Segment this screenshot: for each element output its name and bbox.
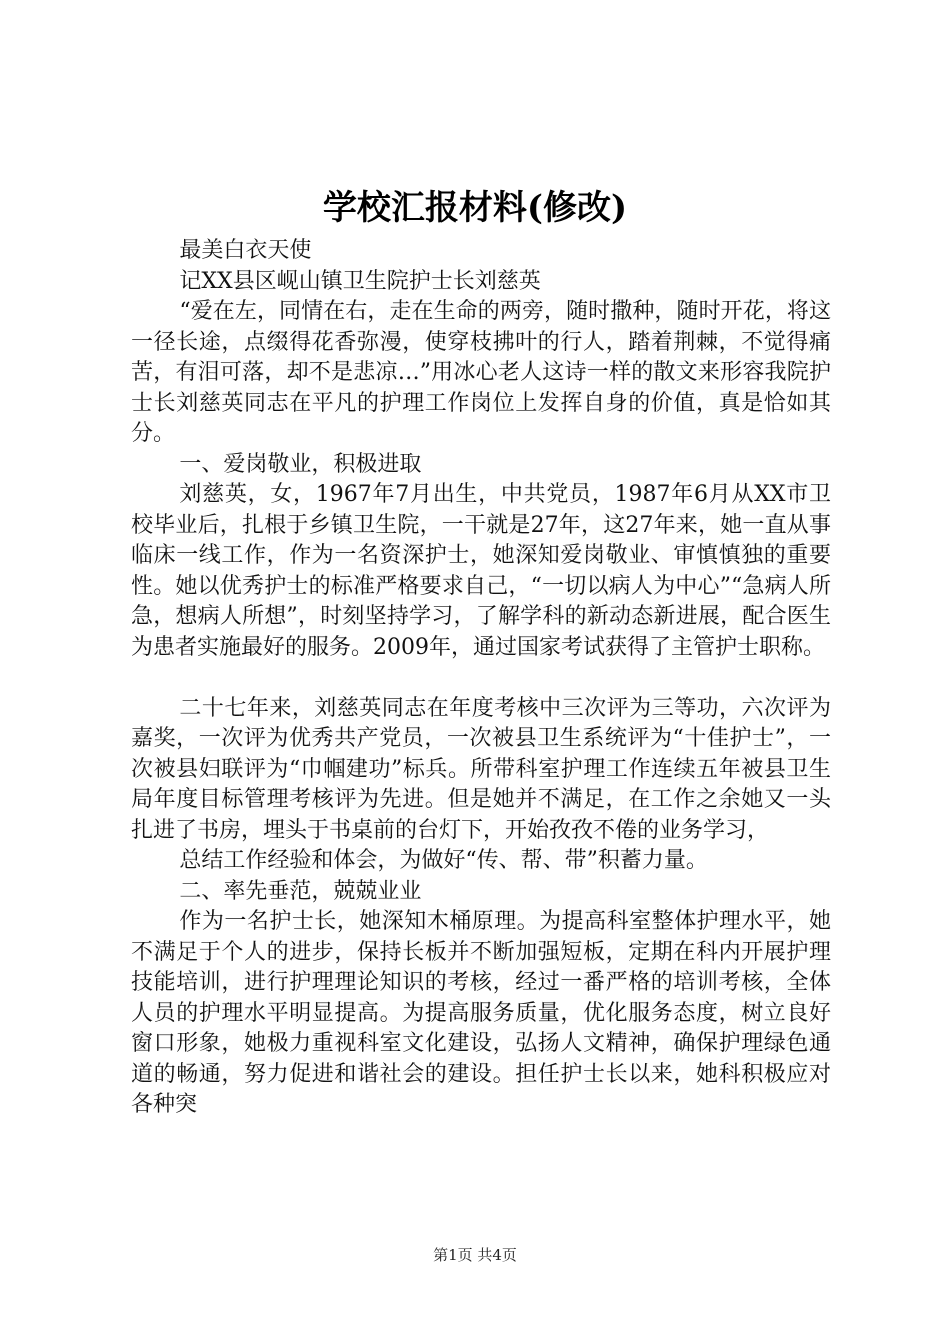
page-footer: 第1页 共4页 [433,1246,517,1264]
section-heading-1: 一、爱岗敬业，积极进取 [179,451,422,477]
paragraph-biography: 刘慈英，女，1967年7月出生，中共党员，1987年6月从XX市卫校毕业后，扎根于乡镇卫生院，一干就是27年，这27年来，她一直从事临床一线工作，作为一名资深护士，她深知爱岗敬业、审慎慎独的重要性。她以优秀护士的标准严格要求自己，“一切以病人为中心”“急病人所急，想病人所想”，时刻坚持学习，了解学科的新动态新进展，配合医生为患者实施最好的服务。2009年，通过国家考试获得了主管护士职称。 [131,482,831,660]
document-body [131,236,831,1121]
paragraph-subtitle: 最美白衣天使 [179,238,312,263]
paragraph-awards: 二十七年来，刘慈英同志在年度考核中三次评为三等功，六次评为嘉奖，一次评为优秀共产党员，一次被县卫生系统评为“十佳护士”，一次被县妇联评为“巾帼建功”标兵。所带科室护理工作连续五年被县卫生局年度目标管理考核评为先进。但是她并不满足，在工作之余她又一头扎进了书房，埋头于书桌前的台灯下，开始孜孜不倦的业务学习， [131,695,831,843]
paragraph-byline: 记XX县区岘山镇卫生院护士长刘慈英 [179,268,541,294]
paragraph-leadership: 作为一名护士长，她深知木桶原理。为提高科室整体护理水平，她不满足于个人的进步，保持长板并不断加强短板，定期在科内开展护理技能培训，进行护理理论知识的考核，经过一番严格的培训考核，全体人员的护理水平明显提高。为提高服务质量，优化服务态度，树立良好窗口形象，她极力重视科室文化建设，弘扬人文精神，确保护理绿色通道的畅通，努力促进和谐社会的建设。担任护士长以来，她科积极应对各种突 [131,909,831,1117]
document-title: 学校汇报材料(修改) [322,188,628,228]
paragraph-summary: 总结工作经验和体会，为做好“传、帮、带”积蓄力量。 [179,848,708,873]
section-heading-2: 二、率先垂范，兢兢业业 [179,878,422,904]
paragraph-intro: “爱在左，同情在右，走在生命的两旁，随时撒种，随时开花，将这一径长途，点缀得花香弥漫，使穿枝拂叶的行人，踏着荆棘，不觉得痛苦，有泪可落，却不是悲凉…”用冰心老人这诗一样的散文来形容我院护士长刘慈英同志在平凡的护理工作岗位上发挥自身的价值，真是恰如其分。 [131,299,831,446]
